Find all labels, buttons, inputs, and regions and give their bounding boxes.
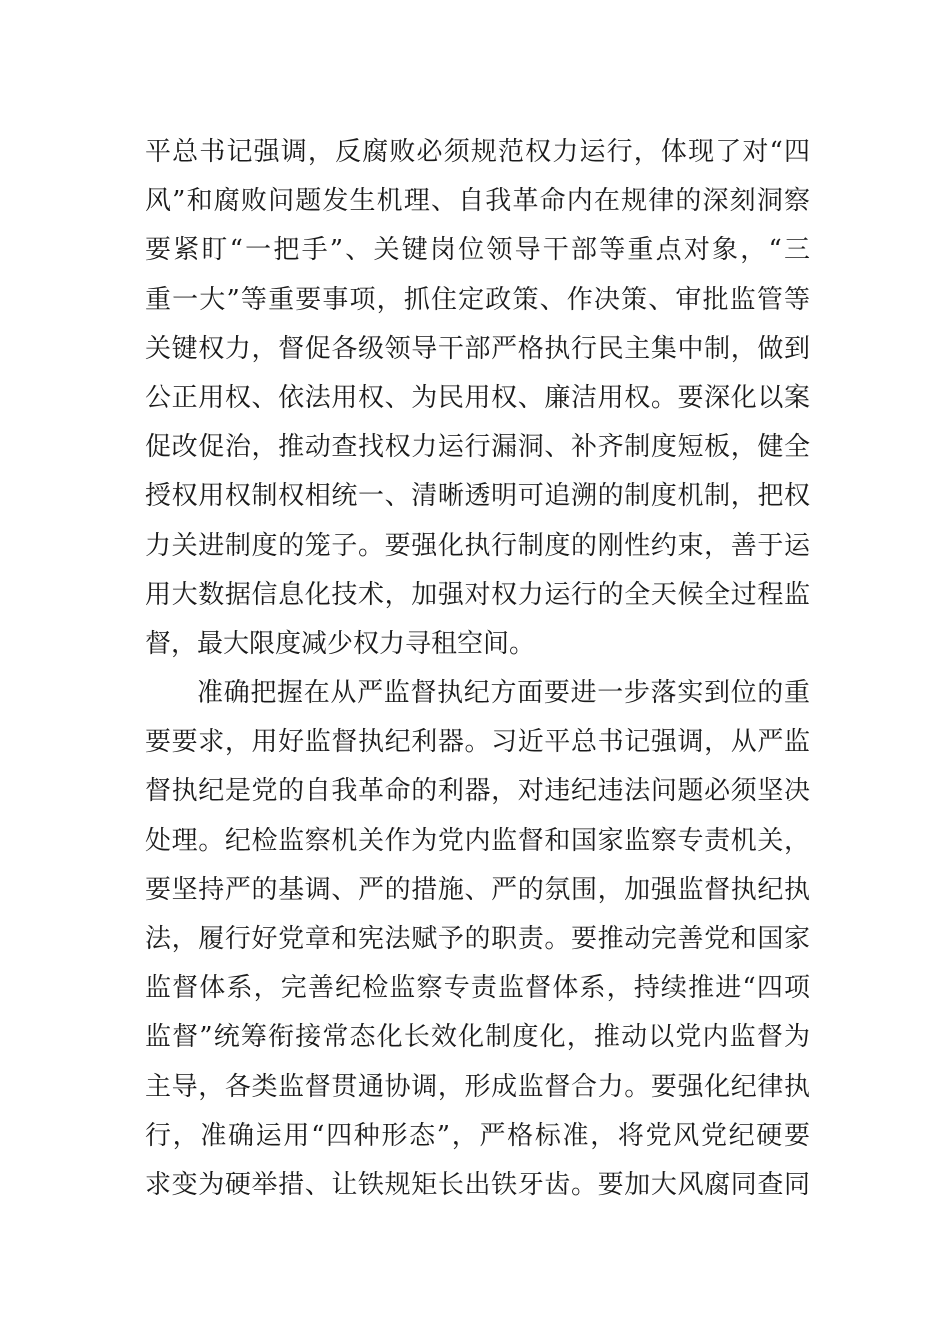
text-line: 用大数据信息化技术，加强对权力运行的全天候全过程监 (145, 579, 810, 610)
text-line: 要紧盯“一把手”、关键岗位领导干部等重点对象，“三 (145, 235, 810, 266)
text-line: 主导，各类监督贯通协调，形成监督合力。要强化纪律执 (145, 1071, 810, 1102)
text-line: 关键权力，督促各级领导干部严格执行民主集中制，做到 (145, 333, 810, 364)
text-line: 要坚持严的基调、严的措施、严的氛围，加强监督执纪执 (145, 874, 810, 905)
text-line: 法，履行好党章和宪法赋予的职责。要推动完善党和国家 (145, 924, 810, 954)
body-text (145, 128, 810, 1210)
text-line: 重一大”等重要事项，抓住定政策、作决策、审批监管等 (145, 284, 810, 315)
text-line: 监督”统筹衔接常态化长效化制度化，推动以党内监督为 (145, 1022, 810, 1053)
text-line: 督，最大限度减少权力寻租空间。 (145, 628, 536, 659)
text-line: 处理。纪检监察机关作为党内监督和国家监察专责机关， (145, 825, 810, 856)
text-line: 准确把握在从严监督执纪方面要进一步落实到位的重 (197, 678, 810, 709)
paragraph-1 (145, 128, 810, 669)
text-line: 促改促治，推动查找权力运行漏洞、补齐制度短板，健全 (145, 432, 810, 463)
text-line: 风”和腐败问题发生机理、自我革命内在规律的深刻洞察 (145, 186, 810, 217)
text-line: 求变为硬举措、让铁规矩长出铁牙齿。要加大风腐同查同 (145, 1169, 810, 1200)
text-line: 力关进制度的笼子。要强化执行制度的刚性约束，善于运 (145, 530, 810, 561)
text-line: 督执纪是党的自我革命的利器，对违纪违法问题必须坚决 (145, 776, 810, 807)
text-line: 公正用权、依法用权、为民用权、廉洁用权。要深化以案 (145, 382, 810, 413)
text-line: 要要求，用好监督执纪利器。习近平总书记强调，从严监 (145, 727, 810, 758)
text-line: 平总书记强调，反腐败必须规范权力运行，体现了对“四 (145, 137, 810, 167)
paragraph-2 (145, 669, 810, 1210)
text-line: 监督体系，完善纪检监察专责监督体系，持续推进“四项 (145, 973, 810, 1004)
text-line: 行，准确运用“四种形态”，严格标准，将党风党纪硬要 (145, 1120, 810, 1151)
text-line: 授权用权制权相统一、清晰透明可追溯的制度机制，把权 (145, 481, 810, 512)
